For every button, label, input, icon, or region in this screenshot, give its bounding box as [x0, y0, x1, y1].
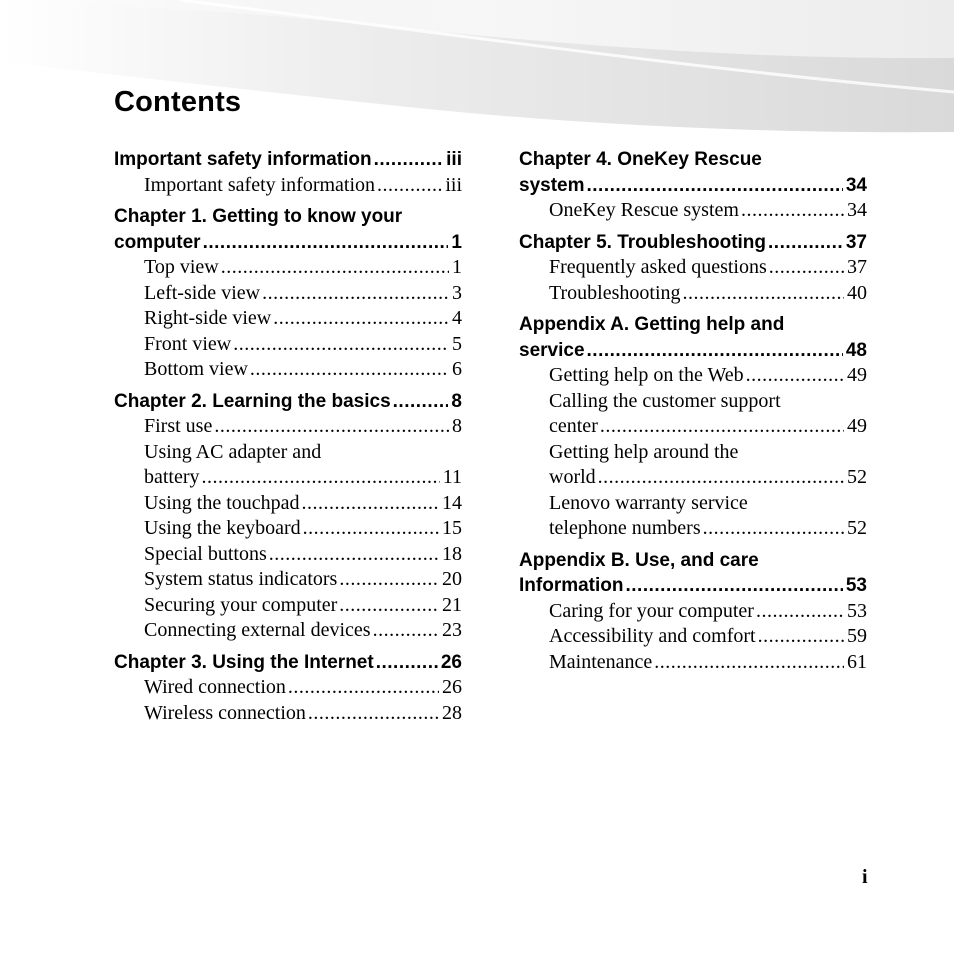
header-swoosh-graphic — [0, 0, 954, 140]
toc-dot-leader — [269, 542, 439, 568]
toc-entry-text: Getting help on the Web — [549, 364, 744, 386]
toc-entry-text: world — [549, 466, 596, 488]
toc-entry-text: Maintenance — [549, 650, 653, 673]
toc-entry-text: Bottom view — [144, 358, 248, 380]
toc-entry[interactable] — [519, 624, 867, 650]
toc-entry-row — [549, 255, 867, 281]
toc-entry[interactable] — [519, 440, 867, 491]
toc-page-number: 11 — [442, 466, 462, 488]
toc-page-number: 8 — [451, 390, 462, 412]
toc-heading-text: Information — [519, 575, 624, 596]
toc-heading-text: service — [519, 339, 585, 361]
toc-page-number: 53 — [845, 575, 867, 596]
toc-heading-text: Chapter 3. Using the Internet — [114, 651, 374, 673]
toc-entry-row — [144, 173, 462, 199]
toc-entry[interactable] — [114, 675, 462, 701]
toc-entry-row — [144, 491, 462, 517]
toc-page-number: iii — [445, 173, 462, 196]
toc-dot-leader — [758, 624, 844, 650]
toc-entry-text: Caring for your computer — [549, 599, 754, 622]
toc-column-right — [519, 147, 867, 681]
toc-entry-line: Calling the customer support — [549, 389, 781, 412]
toc-dot-leader — [288, 675, 439, 701]
toc-entry[interactable] — [114, 255, 462, 281]
toc-section — [519, 147, 867, 224]
toc-entry[interactable] — [114, 593, 462, 619]
toc-entry-line: Lenovo warranty service — [549, 491, 748, 514]
toc-entry[interactable] — [519, 491, 867, 542]
toc-entry-row — [144, 332, 462, 358]
toc-entry-row — [144, 255, 462, 281]
toc-page-number: 52 — [847, 517, 867, 539]
toc-entry-row — [549, 624, 867, 650]
toc-entry-text: Right-side view — [144, 307, 272, 329]
toc-heading-line: Chapter 4. OneKey Rescue — [519, 149, 762, 170]
toc-entry[interactable] — [519, 255, 867, 281]
toc-heading-entry — [114, 147, 462, 173]
toc-entry-row — [549, 414, 867, 440]
toc-entry-row — [144, 542, 462, 568]
toc-dot-leader — [214, 414, 449, 440]
toc-column-left — [114, 147, 462, 732]
toc-dot-leader — [654, 650, 844, 676]
toc-entry-row — [144, 618, 462, 644]
toc-section — [114, 204, 462, 383]
toc-page-number: 1 — [452, 256, 462, 278]
toc-heading-entry — [114, 389, 462, 415]
toc-entry-text: Securing your computer — [144, 593, 338, 616]
toc-section — [519, 548, 867, 676]
toc-entry-text: System status indicators — [144, 568, 338, 590]
toc-entry-text: Special buttons — [144, 542, 267, 565]
toc-entry-text: Troubleshooting — [549, 281, 681, 304]
toc-page-number: 48 — [845, 339, 867, 361]
toc-dot-leader — [377, 173, 442, 199]
toc-entry[interactable] — [114, 516, 462, 542]
toc-entry-text: Left-side view — [144, 281, 261, 304]
toc-entry-text: Important safety information — [144, 173, 376, 196]
toc-section — [114, 650, 462, 727]
toc-entry-row — [549, 599, 867, 625]
toc-entry[interactable] — [114, 491, 462, 517]
page-number: i — [862, 866, 868, 888]
toc-dot-leader — [741, 198, 844, 224]
toc-entry[interactable] — [114, 173, 462, 199]
toc-entry-row — [144, 701, 462, 727]
toc-heading-text: Chapter 2. Learning the basics — [114, 390, 391, 412]
toc-entry[interactable] — [519, 650, 867, 676]
toc-page-number: 23 — [442, 619, 462, 641]
page-title: Contents — [114, 86, 242, 118]
toc-dot-leader — [273, 306, 449, 332]
toc-chapter-heading[interactable] — [114, 204, 462, 255]
toc-entry[interactable] — [114, 281, 462, 307]
toc-entry-text: Connecting external devices — [144, 619, 371, 641]
toc-entry-row — [549, 281, 867, 307]
toc-dot-leader — [308, 701, 439, 727]
toc-page-number: 6 — [452, 358, 462, 380]
toc-entry-text: First use — [144, 415, 213, 437]
toc-page-number: 26 — [440, 651, 462, 673]
toc-dot-leader — [769, 255, 844, 281]
toc-page-number: 34 — [847, 199, 867, 221]
toc-section — [114, 147, 462, 198]
toc-entry-text: Front view — [144, 332, 232, 355]
toc-entry-row — [144, 357, 462, 383]
toc-page-number: 40 — [847, 281, 867, 304]
toc-dot-leader — [339, 593, 439, 619]
toc-page-number: 4 — [452, 307, 462, 329]
toc-entry-row — [144, 567, 462, 593]
toc-entry-text: Accessibility and comfort — [549, 625, 756, 647]
toc-entry-row — [144, 516, 462, 542]
toc-page-number: 3 — [452, 281, 462, 304]
toc-entry-text: Using the touchpad — [144, 491, 300, 514]
toc-page-number: 49 — [847, 415, 867, 437]
toc-section — [519, 230, 867, 307]
toc-dot-leader — [626, 573, 843, 599]
toc-page-number: 28 — [442, 701, 462, 724]
toc-dot-leader — [203, 230, 449, 256]
toc-entry[interactable] — [519, 281, 867, 307]
toc-page-number: 37 — [845, 231, 867, 253]
toc-dot-leader — [221, 255, 449, 281]
toc-page-number: 59 — [847, 625, 867, 647]
toc-heading-entry — [519, 338, 867, 364]
toc-entry[interactable] — [114, 567, 462, 593]
toc-page-number: 8 — [452, 415, 462, 437]
toc-page-number: 26 — [442, 676, 462, 698]
toc-section — [519, 312, 867, 542]
toc-heading-text: system — [519, 174, 585, 196]
toc-heading-entry — [519, 573, 867, 599]
toc-entry-row — [144, 414, 462, 440]
toc-dot-leader — [339, 567, 439, 593]
toc-page-number: 49 — [847, 364, 867, 386]
toc-page-number: 21 — [442, 593, 462, 616]
toc-chapter-heading[interactable] — [519, 147, 867, 198]
toc-entry-row — [549, 650, 867, 676]
toc-dot-leader — [393, 389, 449, 415]
toc-page-number: 15 — [442, 517, 462, 539]
toc-entry-text: Top view — [144, 256, 219, 278]
toc-entry-row — [549, 465, 867, 491]
toc-entry[interactable] — [114, 414, 462, 440]
toc-entry[interactable] — [114, 542, 462, 568]
toc-dot-leader — [600, 414, 844, 440]
toc-entry[interactable] — [519, 599, 867, 625]
toc-entry-row — [144, 281, 462, 307]
toc-heading-text: Important safety information — [114, 149, 372, 170]
toc-entry-row — [549, 198, 867, 224]
toc-entry-row — [144, 465, 462, 491]
toc-entry[interactable] — [519, 363, 867, 389]
toc-chapter-heading[interactable] — [519, 230, 867, 256]
toc-heading-line: Appendix A. Getting help and — [519, 314, 785, 335]
toc-page-number: iii — [446, 149, 462, 170]
toc-entry-text: battery — [144, 466, 200, 488]
toc-page-number: 34 — [845, 174, 867, 196]
toc-entry[interactable] — [519, 389, 867, 440]
toc-entry[interactable] — [114, 306, 462, 332]
toc-dot-leader — [703, 516, 844, 542]
toc-page-number: 37 — [847, 256, 867, 278]
toc-entry[interactable] — [114, 332, 462, 358]
toc-heading-text: Chapter 5. Troubleshooting — [519, 231, 767, 253]
toc-dot-leader — [250, 357, 449, 383]
toc-dot-leader — [373, 618, 439, 644]
toc-entry-text: Wired connection — [144, 676, 286, 698]
toc-page-number: 53 — [847, 599, 867, 622]
toc-entry-text: Using the keyboard — [144, 517, 301, 539]
toc-entry-text: Wireless connection — [144, 701, 306, 724]
toc-entry[interactable] — [114, 701, 462, 727]
toc-page-number: 61 — [847, 650, 867, 673]
toc-dot-leader — [303, 516, 439, 542]
toc-dot-leader — [587, 173, 843, 199]
toc-entry-row — [549, 363, 867, 389]
toc-heading-line: Appendix B. Use, and care — [519, 549, 759, 571]
toc-page-number: 1 — [451, 231, 462, 253]
toc-dot-leader — [374, 147, 444, 173]
toc-page-number: 18 — [442, 542, 462, 565]
toc-page-number: 5 — [452, 332, 462, 355]
toc-heading-entry — [114, 230, 462, 256]
toc-dot-leader — [683, 281, 844, 307]
toc-heading-line: Chapter 1. Getting to know your — [114, 206, 403, 227]
toc-section — [114, 389, 462, 644]
toc-entry-row — [144, 593, 462, 619]
toc-page-number: 14 — [442, 491, 462, 514]
toc-heading-entry — [519, 173, 867, 199]
toc-entry-text: OneKey Rescue system — [549, 199, 739, 221]
toc-entry-text: Frequently asked questions — [549, 256, 767, 278]
toc-entry[interactable] — [114, 440, 462, 491]
toc-dot-leader — [302, 491, 439, 517]
toc-chapter-heading[interactable] — [114, 147, 462, 173]
toc-entry-line: Getting help around the — [549, 440, 739, 463]
toc-entry-text: center — [549, 415, 598, 437]
toc-dot-leader — [233, 332, 449, 358]
toc-chapter-heading[interactable] — [114, 389, 462, 415]
toc-entry[interactable] — [114, 357, 462, 383]
toc-dot-leader — [587, 338, 843, 364]
toc-dot-leader — [768, 230, 843, 256]
toc-entry-row — [144, 675, 462, 701]
toc-dot-leader — [598, 465, 844, 491]
toc-dot-leader — [746, 363, 844, 389]
toc-entry-text: telephone numbers — [549, 517, 701, 539]
toc-heading-text: computer — [114, 231, 201, 253]
toc-entry[interactable] — [519, 198, 867, 224]
toc-chapter-heading[interactable] — [519, 312, 867, 363]
toc-page-number: 20 — [442, 568, 462, 590]
toc-entry-row — [144, 306, 462, 332]
toc-chapter-heading[interactable] — [114, 650, 462, 676]
toc-entry[interactable] — [114, 618, 462, 644]
toc-entry-row — [549, 516, 867, 542]
toc-chapter-heading[interactable] — [519, 548, 867, 599]
toc-heading-entry — [519, 230, 867, 256]
toc-heading-entry — [114, 650, 462, 676]
toc-dot-leader — [262, 281, 449, 307]
toc-entry-line: Using AC adapter and — [144, 440, 322, 463]
toc-dot-leader — [202, 465, 440, 491]
toc-page-number: 52 — [847, 466, 867, 488]
toc-dot-leader — [756, 599, 844, 625]
toc-dot-leader — [376, 650, 438, 676]
